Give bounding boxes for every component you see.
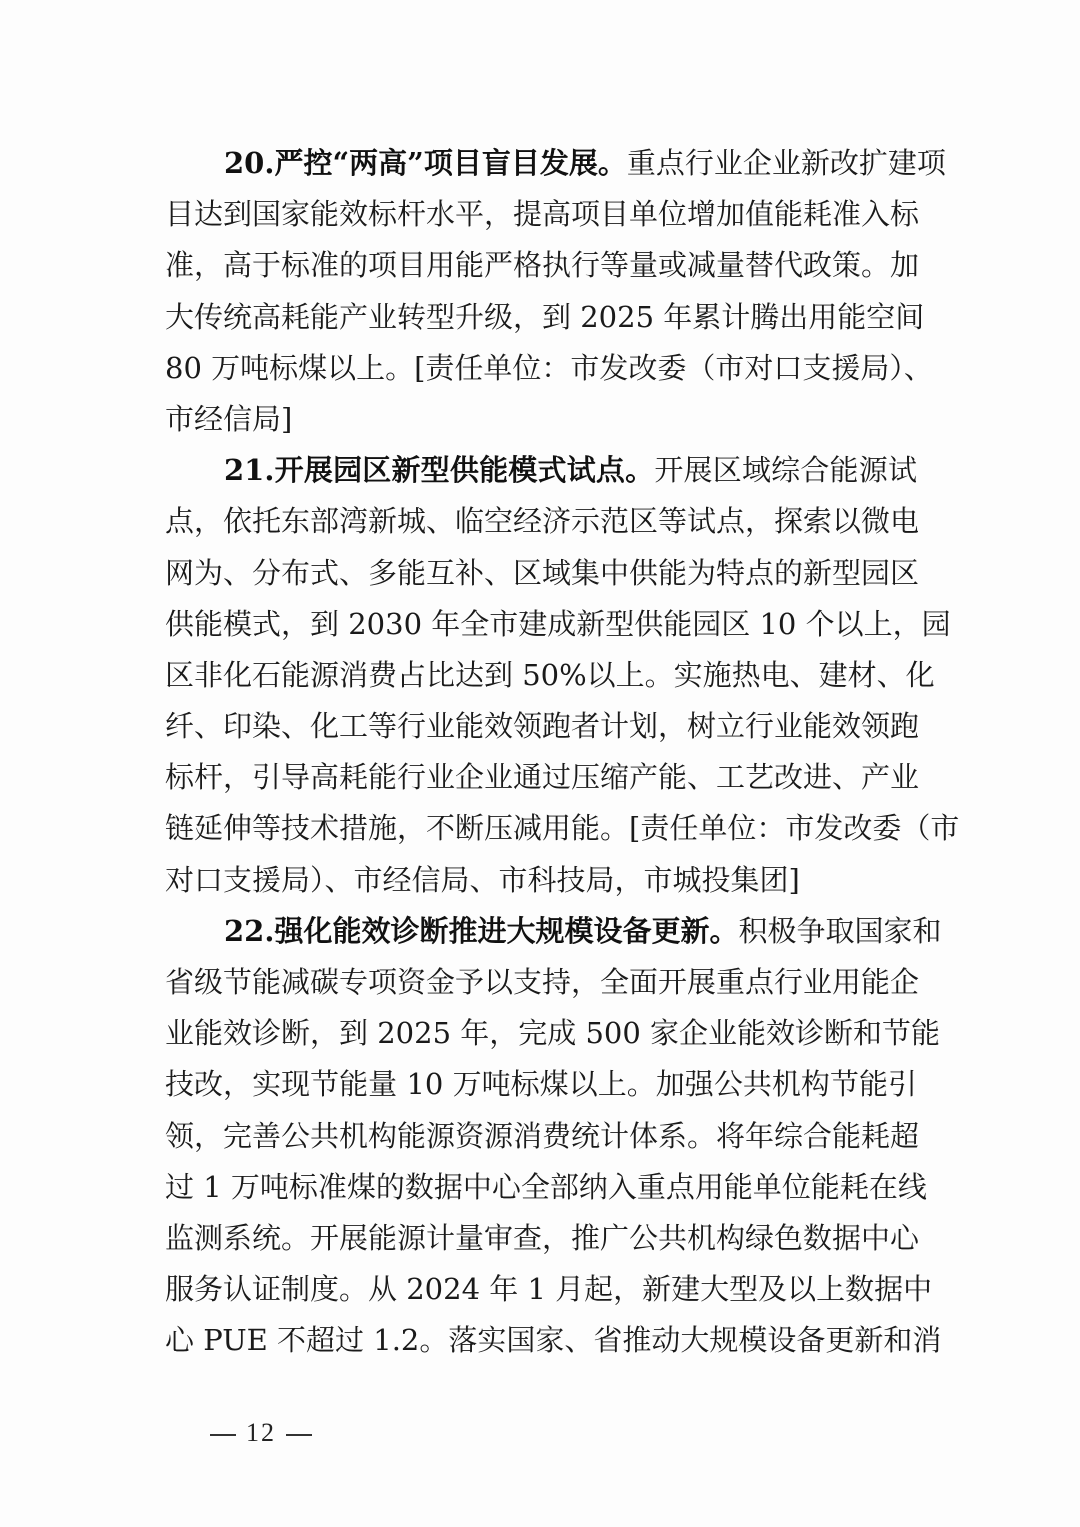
paragraph-line: 业能效诊断，到 2025 年，完成 500 家企业能效诊断和节能: [165, 1016, 941, 1051]
section-20-heading-line: [165, 138, 946, 189]
paragraph-line: 省级节能减碳专项资金予以支持，全面开展重点行业用能企: [165, 965, 920, 999]
dash-decoration: [210, 1434, 236, 1436]
paragraph-line: 网为、分布式、多能互补、区域集中供能为特点的新型园区: [165, 555, 920, 590]
section-title: 强化能效诊断推进大规模设备更新。: [274, 913, 739, 948]
section-22-heading-line: [165, 906, 942, 957]
paragraph-line: 领，完善公共机构能源资源消费统计体系。将年综合能耗超: [165, 1118, 920, 1153]
paragraph-line: 监测系统。开展能源计量审查，推广公共机构绿色数据中心: [165, 1220, 920, 1255]
section-number: 22.: [224, 913, 275, 948]
paragraph-line: 链延伸等技术措施，不断压减用能。[责任单位：市发改委（市: [165, 811, 960, 846]
paragraph-text: 开展区域综合能源试: [654, 453, 917, 488]
section-title: 严控“两高”项目盲目发展。: [274, 146, 627, 180]
paragraph-line: 技改，实现节能量 10 万吨标煤以上。加强公共机构节能引: [165, 1067, 917, 1102]
paragraph-line: 80 万吨标煤以上。[责任单位：市发改委（市对口支援局）、: [165, 350, 933, 385]
section-number: 20.: [224, 146, 275, 180]
paragraph-line: 对口支援局）、市经信局、市科技局，市城投集团]: [165, 862, 800, 897]
dash-decoration: [286, 1434, 312, 1436]
paragraph-text: 重点行业企业新改扩建项: [626, 146, 946, 180]
paragraph-line: 准，高于标准的项目用能严格执行等量或减量替代政策。加: [165, 248, 920, 283]
paragraph-line: 点，依托东部湾新城、临空经济示范区等试点，探索以微电: [165, 504, 920, 539]
page-number: 12: [246, 1418, 276, 1447]
paragraph-line: 过 1 万吨标准煤的数据中心全部纳入重点用能单位能耗在线: [165, 1169, 927, 1204]
document-body: [165, 138, 960, 1367]
section-title: 开展园区新型供能模式试点。: [274, 453, 655, 488]
paragraph-line: 心 PUE 不超过 1.2。落实国家、省推动大规模设备更新和消: [165, 1323, 942, 1358]
paragraph-line: 市经信局]: [165, 401, 293, 436]
section-21-heading-line: [165, 445, 917, 496]
page-footer: [200, 1418, 322, 1448]
paragraph-line: 区非化石能源消费占比达到 50%以上。实施热电、建材、化: [165, 657, 935, 692]
paragraph-line: 服务认证制度。从 2024 年 1 月起，新建大型及以上数据中: [165, 1272, 933, 1307]
paragraph-line: 纤、印染、化工等行业能效领跑者计划，树立行业能效领跑: [165, 709, 920, 744]
paragraph-line: 标杆，引导高耗能行业企业通过压缩产能、工艺改进、产业: [165, 760, 920, 795]
paragraph-line: 大传统高耗能产业转型升级，到 2025 年累计腾出用能空间: [165, 299, 925, 334]
paragraph-text: 积极争取国家和: [738, 913, 942, 948]
section-number: 21.: [224, 453, 275, 488]
paragraph-line: 供能模式，到 2030 年全市建成新型供能园区 10 个以上，园: [165, 606, 951, 641]
paragraph-line: 目达到国家能效标杆水平，提高项目单位增加值能耗准入标: [165, 197, 920, 232]
